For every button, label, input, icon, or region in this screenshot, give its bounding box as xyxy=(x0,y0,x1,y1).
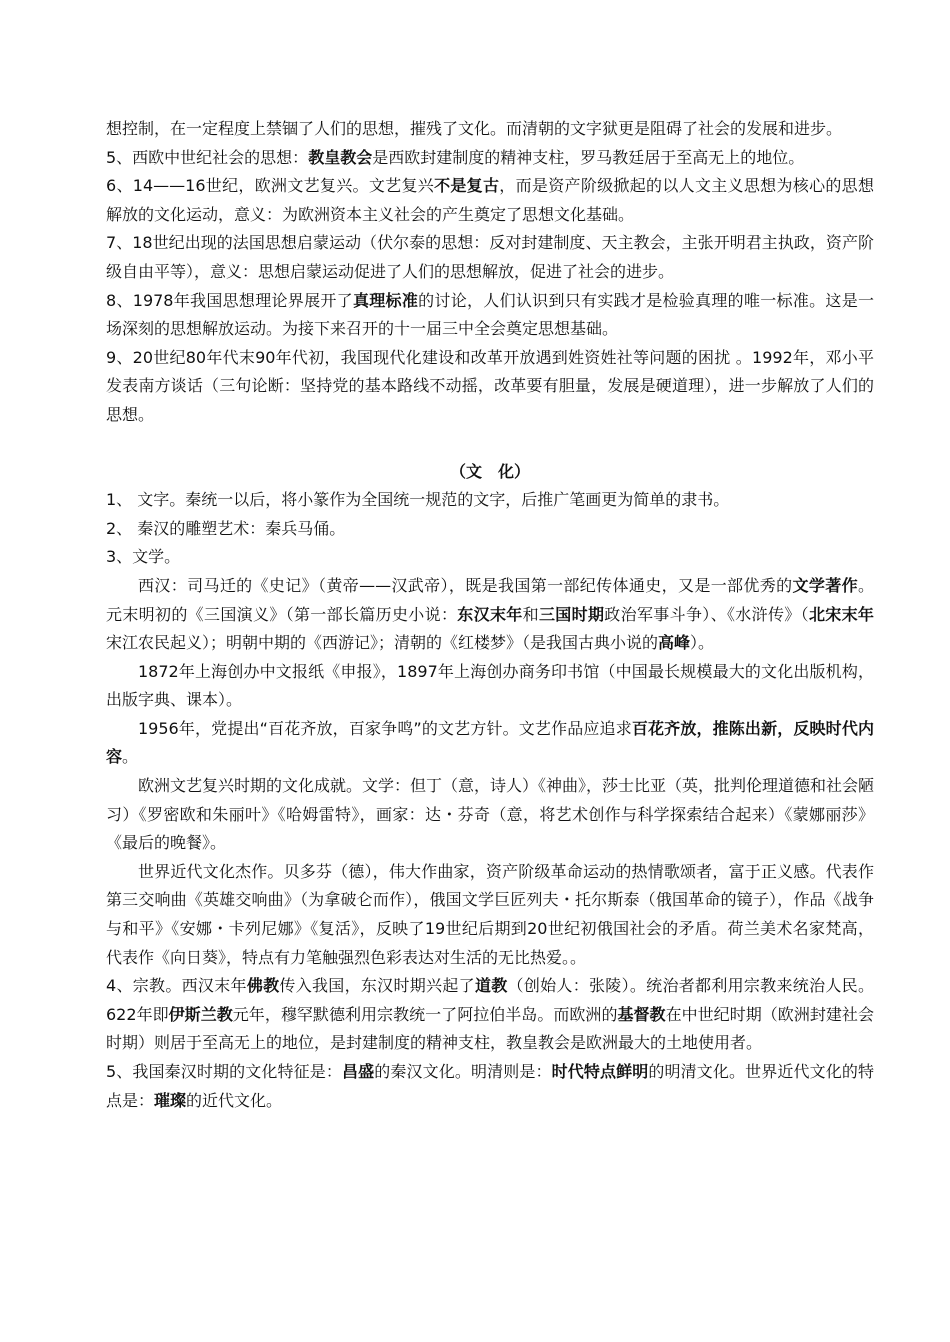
paragraph xyxy=(106,115,874,144)
paragraph xyxy=(106,229,874,286)
text-run: 7、18世纪出现的法国思想启蒙运动（伏尔泰的思想：反对封建制度、天主教会，主张开明君主执政，资产阶级自由平等），意义：思想启蒙运动促进了人们的思想解放，促进了社会的进步。 xyxy=(106,233,874,281)
paragraph xyxy=(106,344,874,430)
bold-text: 伊斯兰教 xyxy=(168,1004,233,1024)
bold-text: 三国时期 xyxy=(538,604,605,624)
text-run: 1872年上海创办中文报纸《申报》，1897年上海创办商务印书馆（中国最长规模最大的文化出版机构，出版字典、课本）。 xyxy=(106,661,874,710)
culture-paragraph xyxy=(106,858,874,972)
text-run: 。元末明初的《三国演义》（第一部长篇历史小说： xyxy=(106,575,874,624)
bold-text: 东汉末年 xyxy=(457,604,523,624)
bold-text: 璀璨 xyxy=(154,1090,187,1110)
text-run: 8、1978年我国思想理论界展开了 xyxy=(106,290,353,310)
text-run: 西汉：司马迁的《史记》（黄帝——汉武帝），既是我国第一部纪传体通史，又是一部优秀的 xyxy=(138,575,793,595)
text-run: 的近代文化。 xyxy=(186,1090,283,1110)
culture-paragraph xyxy=(106,1058,874,1115)
bold-text: 教皇教会 xyxy=(308,147,373,167)
culture-paragraph xyxy=(106,543,874,572)
bold-text: 百花齐放，推陈出新，反映时代内容 xyxy=(106,718,874,767)
thought-section xyxy=(106,115,874,430)
culture-paragraph xyxy=(106,658,874,715)
bold-text: 道教 xyxy=(474,976,508,996)
text-run: 政治军事斗争）、《水浒传》（ xyxy=(604,604,809,624)
text-run: 欧洲文艺复兴时期的文化成就。文学：但丁（意，诗人）《神曲》，莎士比亚（英，批判伦理道德和社会陋习）《罗密欧和朱丽叶》《哈姆雷特》，画家：达・芬奇（意，将艺术创作与科学探索结合起来）《蒙娜丽莎》《最后的晚餐》。 xyxy=(106,776,875,853)
text-run: 是西欧封建制度的精神支柱，罗马教廷居于至高无上的地位。 xyxy=(372,147,805,167)
text-run: 和 xyxy=(522,604,539,624)
bold-text: 文学著作 xyxy=(792,575,858,595)
bold-text: 佛教 xyxy=(246,976,280,996)
culture-section xyxy=(106,486,874,1115)
text-run: 的讨论，人们认识到只有实践才是检验真理的唯一标准。这是一场深刻的思想解放运动。为接下来召开的十一届三中全会奠定思想基础。 xyxy=(106,290,874,339)
bold-text: 北宋末年 xyxy=(808,604,874,624)
bold-text: 高峰 xyxy=(658,633,691,653)
text-run: 的明清文化。世界近代文化的特点是： xyxy=(106,1062,874,1110)
culture-paragraph xyxy=(106,515,874,544)
document-page xyxy=(106,115,874,1115)
text-run: 传入我国，东汉时期兴起了 xyxy=(279,976,475,996)
text-run: 的秦汉文化。明清则是： xyxy=(374,1062,552,1081)
section-gap xyxy=(106,430,874,458)
culture-paragraph xyxy=(106,572,874,658)
bold-text: 昌盛 xyxy=(342,1062,375,1081)
text-run: 3、文学。 xyxy=(106,547,181,567)
text-run: 宋江农民起义）；明朝中期的《西游记》；清朝的《红楼梦》（是我国古典小说的 xyxy=(106,633,659,653)
text-run: ）。 xyxy=(690,633,715,653)
bold-text: 真理标准 xyxy=(352,290,419,310)
culture-paragraph xyxy=(106,772,874,858)
bold-text: 不是复古 xyxy=(434,176,500,196)
text-run: 9、20世纪80年代末90年代初，我国现代化建设和改革开放遇到姓资姓社等问题的困扰 。1992年，邓小平发表南方谈话（三句论断：坚持党的基本路线不动摇，改革要有胆量，发展是硬道理），进一步解放了人们的思想。 xyxy=(106,347,874,424)
paragraph xyxy=(106,144,874,173)
paragraph xyxy=(106,287,874,344)
culture-paragraph xyxy=(106,486,874,515)
text-run: 在中世纪时期（欧洲封建社会时期）则居于至高无上的地位，是封建制度的精神支柱，教皇教会是欧洲最大的土地使用者。 xyxy=(106,1004,874,1053)
text-run: （创始人：张陵）。统治者都利用宗教来统治人民。622年即 xyxy=(106,976,874,1024)
text-run: 1956年，党提出“百花齐放，百家争鸣”的文艺方针。文艺作品应追求 xyxy=(138,718,632,738)
section-title-culture: （文 化） xyxy=(449,461,530,481)
text-run: 世界近代文化杰作。贝多芬（德），伟大作曲家，资产阶级革命运动的热情歌颂者，富于正义感。代表作第三交响曲《英雄交响曲》（为拿破仑而作），俄国文学巨匠列夫・托尔斯泰（俄国革命的镜子），作品《战争与和平》《安娜・卡列尼娜》《复活》，反映了19世纪后期到20世纪初俄国社会的矛盾。荷兰美术名家梵高，代表作《向日葵》，特点有力笔触强烈色彩表达对生活的无比热爱。。 xyxy=(106,861,874,967)
text-run: 5、我国秦汉时期的文化特征是： xyxy=(106,1062,343,1081)
culture-paragraph xyxy=(106,972,874,1058)
bold-text: 时代特点鲜明 xyxy=(551,1062,649,1081)
text-run: 2、 秦汉的雕塑艺术：秦兵马俑。 xyxy=(106,518,346,538)
text-run: 想控制，在一定程度上禁锢了人们的思想，摧残了文化。而清朝的文字狱更是阻碍了社会的发展和进步。 xyxy=(106,119,843,138)
text-run: 。 xyxy=(122,747,139,767)
culture-paragraph xyxy=(106,715,874,772)
paragraph xyxy=(106,172,874,229)
text-run: ，而是资产阶级掀起的以人文主义思想为核心的思想解放的文化运动，意义：为欧洲资本主义社会的产生奠定了思想文化基础。 xyxy=(106,176,874,224)
text-run: 4、宗教。西汉末年 xyxy=(106,976,247,996)
bold-text: 基督教 xyxy=(617,1004,666,1024)
text-run: 5、西欧中世纪社会的思想： xyxy=(106,147,309,167)
text-run: 1、 文字。秦统一以后，将小篆作为全国统一规范的文字，后推广笔画更为简单的隶书。 xyxy=(106,490,730,510)
text-run: 元年，穆罕默德利用宗教统一了阿拉伯半岛。而欧洲的 xyxy=(232,1004,618,1024)
text-run: 6、14——16世纪，欧洲文艺复兴。文艺复兴 xyxy=(106,176,435,196)
